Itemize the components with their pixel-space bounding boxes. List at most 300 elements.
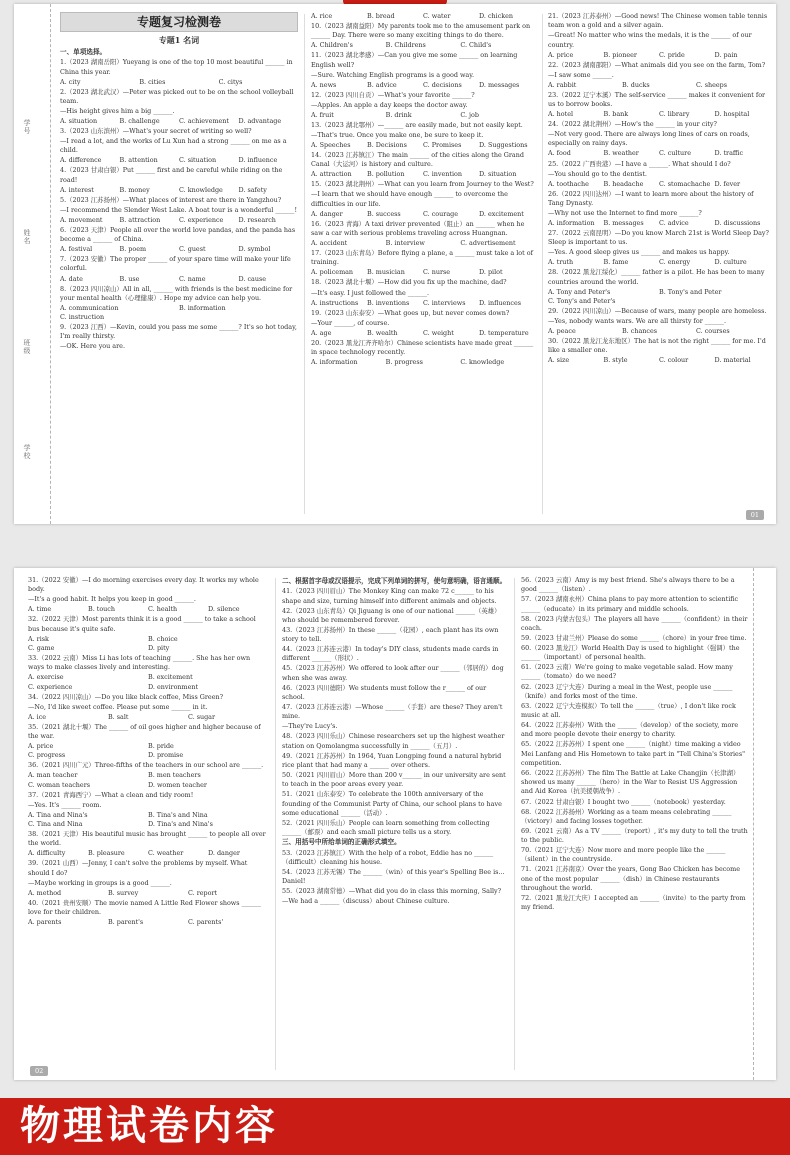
banner-text: 物理试卷内容	[20, 1103, 278, 1149]
answer-option: D. temperature	[479, 328, 529, 337]
question-text: 24.（2022 湖北荆州）—How's the ______ in your city?	[548, 120, 717, 129]
question-text: 28.（2022 黑龙江绥化）______ father is a pilot. He has been to many countries around the world.	[548, 268, 765, 286]
answer-option: B. musician	[367, 268, 405, 277]
question-item	[521, 595, 749, 614]
question-text: 70.（2021 辽宁大连）Now more and more people like the ______（silent）in the countryside.	[521, 846, 726, 864]
answer-option: A. movement	[60, 215, 103, 224]
question-reply-text: —Great! No matter who wins the medals, it is the ______ of our country.	[548, 31, 752, 49]
question-text: 59.（2023 甘肃兰州）Please do some ______（chore）in your free time.	[521, 633, 747, 642]
answer-option: D. influence	[238, 156, 278, 165]
answer-options	[311, 358, 535, 367]
question-item	[60, 226, 298, 255]
question-text: 17.（2023 山东青岛）Before flying a plane, a ______ must take a lot of training.	[311, 249, 533, 267]
question-text: 38.（2021 天津）His beautiful music has brought ______ to people all over the world.	[28, 830, 266, 848]
answer-options	[60, 245, 298, 254]
question-item	[311, 249, 535, 278]
binding-margin	[14, 4, 51, 524]
question-item	[60, 127, 298, 166]
margin-label-student-no: 学号	[23, 119, 31, 135]
answer-option: C. health	[148, 605, 178, 614]
binding-margin-right	[753, 568, 776, 1080]
question-text: 43.（2023 江苏扬州）In these ______（花园）, each plant has its own story to tell.	[282, 625, 499, 644]
answer-option: C. instruction	[60, 313, 105, 322]
answer-option: A. festival	[60, 245, 93, 254]
answer-option: C. game	[28, 643, 55, 652]
answer-options	[311, 210, 535, 219]
answer-option: A. peace	[548, 327, 576, 336]
question-text: 60.（2023 黑龙江）World Health Day is used to highlight（强调）the ______（important）of personal health.	[521, 643, 740, 662]
answer-option: A. age	[311, 328, 332, 337]
answer-option: D. traffic	[714, 149, 744, 158]
question-item	[311, 278, 535, 307]
question-item	[282, 684, 508, 703]
answer-option: B. choice	[148, 634, 178, 643]
answer-options	[548, 219, 770, 228]
question-text: 36.（2021 四川广元）Three-fifths of the teachers in our school are ______.	[28, 761, 264, 770]
answer-option: C. sheeps	[695, 80, 728, 89]
question-item	[282, 819, 508, 838]
answer-option: B. interview	[385, 239, 425, 248]
answer-option: B. touch	[88, 605, 115, 614]
question-item	[282, 887, 508, 906]
answer-options	[60, 304, 298, 323]
column-divider	[304, 14, 305, 514]
answer-option: C. culture	[659, 149, 691, 158]
answer-option: C. progress	[28, 751, 66, 760]
question-text: 37.（2021 青海西宁）—What a clean and tidy room!	[28, 790, 194, 799]
answer-options	[311, 170, 535, 179]
question-list	[311, 12, 535, 367]
question-item	[282, 626, 508, 645]
question-text: 19.（2023 山东泰安）—What goes up, but never comes down?	[311, 308, 510, 317]
answer-option: C. courses	[695, 327, 730, 336]
section-2-title: 二、根据首字母或汉语提示，完成下列单词的拼写，使句意明确，语言通顺。	[282, 577, 507, 585]
question-item	[548, 307, 770, 336]
question-text: 27.（2022 云南昆明）—Do you know March 21st is World Sleep Day? Sleep is important to us.	[548, 229, 769, 247]
column-divider	[275, 578, 276, 1070]
question-text: 47.（2023 江苏连云港）—Whose ______（手套）are these? They aren't mine.	[282, 703, 503, 721]
question-item	[548, 91, 770, 120]
question-item	[311, 91, 535, 120]
question-item	[311, 309, 535, 338]
question-item	[521, 702, 749, 721]
answer-option: C. guest	[179, 245, 206, 254]
answer-option: A. instructions	[311, 298, 359, 307]
answer-options	[60, 156, 298, 165]
answer-option: B. inventions	[367, 298, 410, 307]
answer-option: D. messages	[479, 80, 520, 89]
answer-options	[311, 239, 535, 248]
answer-options	[60, 275, 298, 284]
question-item	[282, 849, 508, 868]
question-text: 12.（2023 四川自贡）—What's your favorite ______?	[311, 90, 475, 99]
margin-label-name: 姓名	[23, 229, 31, 245]
question-text: 72.（2021 黑龙江大庆）I accepted an ______（invite）to the party from my friend.	[521, 894, 746, 912]
answer-option: D. pity	[148, 643, 170, 652]
question-item	[548, 160, 770, 189]
answer-option: D. Suggestions	[479, 141, 528, 150]
answer-option: D. pain	[714, 50, 738, 59]
question-text: 52.（2021 四川乐山）People can learn something from collecting ______（邮票）and each small picture tells us a story.	[282, 818, 490, 837]
answer-option: C. pride	[659, 50, 685, 59]
question-text: 22.（2023 湖南邵阳）—What animals did you see on the farm, Tom?	[548, 60, 766, 69]
answer-option: D. danger	[208, 849, 240, 858]
question-item	[311, 220, 535, 249]
answer-option: B. use	[119, 274, 140, 283]
answer-option: A. city	[60, 77, 81, 86]
answer-option: D. symbol	[238, 245, 271, 254]
answer-options	[548, 180, 770, 189]
answer-option: D. Tina's and Nina's	[148, 820, 213, 828]
answer-options	[548, 149, 770, 158]
answer-option: B. challenge	[119, 116, 160, 125]
question-item	[28, 899, 268, 928]
answer-option: A. risk	[28, 634, 49, 643]
question-text: 41.（2023 四川眉山）The Monkey King can make 72 c______ to his shape and size, turning himself into different animals and objects.	[282, 587, 497, 605]
question-text: 44.（2023 江苏连云港）In today's DIY class, students made cards in different ______（形状）.	[282, 645, 499, 663]
question-reply-text: —Sure. Watching English programs is a good way.	[311, 70, 475, 79]
question-item	[60, 323, 298, 352]
margin-label-class: 班级	[23, 339, 31, 355]
answer-option: B. attention	[119, 156, 158, 165]
answer-option: D. excitement	[479, 209, 524, 218]
answer-option: A. method	[28, 888, 62, 897]
question-item	[28, 791, 268, 830]
answer-options	[28, 713, 268, 722]
question-item	[28, 693, 268, 722]
question-text: 69.（2021 云南）As a TV ______（report）, it's my duty to tell the truth to the public.	[521, 826, 748, 845]
question-item	[60, 58, 298, 87]
answer-option: B. Tony's and Peter	[659, 287, 722, 296]
answer-option: A. Tina and Nina's	[28, 810, 88, 819]
answer-option: A. situation	[60, 116, 98, 125]
answer-option: A. size	[548, 356, 570, 365]
question-reply-text: —I read a lot, and the works of Lu Xun had a strong ______ on me as a child.	[60, 137, 287, 155]
section-1-title: 一、单项选择。	[60, 48, 107, 56]
question-item	[521, 798, 749, 807]
question-reply-text: —It's a good habit. It helps you keep in good ______.	[28, 595, 196, 604]
question-item	[521, 576, 749, 595]
answer-options	[548, 258, 770, 267]
question-item	[282, 790, 508, 818]
answer-options	[28, 742, 268, 761]
question-text: 34.（2022 四川凉山）—Do you like black coffee, Miss Green?	[28, 692, 224, 701]
answer-option: B. drink	[385, 110, 412, 119]
answer-options	[28, 889, 268, 898]
answer-option: A. danger	[311, 209, 343, 218]
question-text: 16.（2023 青海）A taxi driver prevented（阻止）an ______ when he saw a car with serious problems traveling across Huangnan.	[311, 219, 525, 238]
question-reply-text: —I recommend the Slender West Lake. A boat tour is a wonderful ______!	[60, 205, 298, 214]
question-text: 71.（2021 江苏南京）Over the years, Gong Bao Chicken has become one of the most popular ______（dish）in Chinese restaurants throughout the world.	[521, 865, 741, 892]
question-text: 18.（2023 湖北十堰）—How did you fix up the machine, dad?	[311, 278, 507, 287]
question-item	[548, 61, 770, 90]
question-item	[60, 196, 298, 225]
question-item	[282, 587, 508, 606]
answer-option: C. nurse	[423, 268, 451, 277]
question-text: 51.（2021 山东泰安）To celebrate the 100th anniversary of the founding of the Communist Party of China, our school plans to have some educational ______（活动）.	[282, 790, 502, 817]
column-divider	[514, 578, 515, 1070]
answer-option: A. Children's	[311, 41, 353, 50]
question-item	[548, 337, 770, 366]
question-text: 42.（2023 山东青岛）Qi Jiguang is one of our national ______（英雄）who should be remembered forever.	[282, 606, 501, 624]
question-reply-text: —His height gives him a big ______.	[60, 106, 175, 115]
question-text: 67.（2022 甘肃白银）I bought two ______（notebook）yesterday.	[521, 797, 726, 806]
answer-option: A. rabbit	[548, 80, 577, 89]
answer-option: D. women teacher	[148, 780, 207, 789]
question-text: 7.（2023 安徽）The proper ______ of your spare time will make your life colorful.	[60, 255, 291, 273]
question-text: 33.（2022 云南）Miss Li has lots of teaching ______. She has her own ways to make classes lively and interesting.	[28, 653, 251, 672]
question-item	[311, 180, 535, 219]
question-text: 5.（2023 江苏扬州）—What places of interest are there in Yangzhou?	[60, 195, 282, 204]
question-item	[548, 120, 770, 159]
question-list	[282, 587, 508, 906]
question-reply-text: —Yes, nobody wants wars. We are all thirsty for ______.	[548, 317, 727, 326]
answer-option: A. price	[28, 742, 54, 751]
question-text: 14.（2023 江苏镇江）The main ______ of the cities along the Grand Canal（大运河）is history and culture.	[311, 151, 524, 169]
question-item	[521, 894, 749, 913]
answer-options	[311, 268, 535, 277]
answer-option: C. weight	[423, 328, 454, 337]
answer-option: A. price	[548, 50, 574, 59]
question-reply-text: —I saw some ______.	[548, 70, 614, 79]
answer-option: A. toothache	[548, 179, 589, 188]
answer-option: C. achievement	[179, 116, 229, 125]
question-text: 32.（2022 天津）Most parents think it is a good ______ to take a school bus because it's quite safe.	[28, 615, 256, 633]
question-item	[521, 644, 749, 663]
answer-option: B. Tina's and Nina	[148, 810, 208, 819]
answer-option: C. advertisement	[460, 239, 516, 248]
answer-option: D. material	[714, 356, 751, 365]
answer-option: B. fame	[603, 258, 629, 267]
answer-option: C. citys	[218, 77, 243, 86]
answer-option: A. information	[548, 219, 595, 227]
question-text: 15.（2023 湖北荆州）—What can you learn from Journey to the West?	[311, 180, 534, 189]
answer-option: A. hotel	[548, 110, 574, 119]
question-item	[60, 166, 298, 195]
question-text: 66.（2022 江苏苏州）The film The Battle at Lake Changjin（长津湖）showed us many ______（hero）in the War to Resist US Aggression and Aid Korea（抗美援朝战争）.	[521, 768, 740, 796]
question-text: 3.（2023 山东滨州）—What's your secret of writing so well?	[60, 126, 252, 135]
answer-option: C. interviews	[423, 298, 466, 307]
question-reply-text: —Yes. It's ______ room.	[28, 800, 102, 809]
question-reply-text: —Why not use the Internet to find more ______?	[548, 208, 702, 217]
answer-options	[548, 51, 770, 60]
answer-option: A. truth	[548, 258, 574, 267]
question-item	[521, 740, 749, 768]
answer-option: C. name	[179, 274, 206, 283]
question-item	[28, 615, 268, 653]
question-item	[548, 190, 770, 229]
question-text: 35.（2021 湖北十堰）The ______ of oil goes higher and higher because of the war.	[28, 722, 261, 740]
question-reply-text: —You should go to the dentist.	[548, 169, 647, 178]
answer-option: A. fruit	[311, 110, 334, 119]
answer-options	[311, 299, 535, 308]
question-text: 10.（2023 湖南益阳）My parents took me to the amusement park on ______ Day. There were so many exciting things to do there.	[311, 22, 531, 40]
question-item	[521, 663, 749, 682]
answer-option: B. Decisions	[367, 141, 407, 150]
answer-option: B. Childrens	[385, 41, 426, 50]
question-text: 29.（2022 四川凉山）—Because of wars, many people are homeless.	[548, 307, 767, 316]
question-text: 50.（2021 四川眉山）More than 200 v______ in our university are sent to teach in the poor areas every year.	[282, 770, 506, 789]
answer-option: C. situation	[179, 156, 217, 165]
exam-page-2	[14, 568, 776, 1080]
sheet-subtitle: 专题1 名词	[158, 35, 200, 45]
answer-option: D. situation	[479, 170, 517, 179]
question-text: 56.（2023 云南）Amy is my best friend. She's always there to be a good ______（listen）.	[521, 576, 735, 594]
question-text: 23.（2022 辽宁本溪）The self-service ______ makes it convenient for us to borrow books.	[548, 90, 766, 109]
question-item	[521, 865, 749, 893]
answer-option: B. pleasure	[88, 849, 125, 858]
answer-option: B. parent's	[107, 918, 144, 927]
question-item	[282, 607, 508, 626]
sheet-title: 专题复习检测卷	[60, 12, 298, 32]
question-reply-text: —Maybe working in groups is a good ______.	[28, 878, 172, 887]
question-text: 4.（2023 甘肃白银）Put ______ first and be careful while riding on the road!	[60, 166, 283, 184]
question-text: 21.（2023 江苏泰州）—Good news! The Chinese women table tennis team won a gold and a silver again.	[548, 12, 768, 30]
question-item	[282, 645, 508, 664]
question-reply-text: —Yes. A good sleep gives us ______ and makes us happy.	[548, 248, 730, 257]
page-number: 01	[746, 510, 764, 520]
answer-option: B. poem	[119, 245, 147, 254]
question-text: 11.（2023 湖北孝感）—Can you give me some ______ on learning English well?	[311, 51, 518, 69]
question-text: 1.（2023 湖南岳阳）Yueyang is one of the top 10 most beautiful ______ in China this year.	[60, 58, 293, 76]
question-reply-text: —Not very good. There are always long lines of cars on roads, especially on rainy days.	[548, 130, 750, 148]
margin-label-school: 学校	[23, 444, 31, 460]
question-item	[28, 761, 268, 790]
question-text: 2.（2023 湖北武汉）—Peter was picked out to be on the school volleyball team.	[60, 87, 294, 105]
answer-options	[60, 117, 298, 126]
answer-options	[60, 216, 298, 225]
answer-option: C. invention	[423, 170, 462, 179]
answer-option: B. attraction	[119, 215, 161, 224]
answer-options	[311, 41, 535, 50]
answer-option: D. silence	[208, 605, 240, 614]
answer-option: C. weather	[148, 849, 184, 858]
question-text: 39.（2021 山西）—Jenny, I can't solve the problems by myself. What should I do?	[28, 859, 248, 877]
answer-option: B. messages	[603, 219, 644, 227]
column-3	[548, 12, 770, 367]
answer-option: C. experience	[179, 215, 224, 224]
answer-options	[548, 356, 770, 365]
question-text: 9.（2023 江西）—Kevin, could you pass me some ______? It's so hot today, I'm really thirsty.	[60, 323, 297, 341]
answer-option: C. advice	[659, 219, 689, 227]
question-item	[282, 771, 508, 790]
question-item	[521, 808, 749, 827]
answer-option: C. Tony's and Peter's	[548, 296, 616, 305]
answer-option: C. stomachache	[659, 179, 711, 188]
answer-option: D. hospital	[714, 110, 750, 119]
answer-options	[28, 635, 268, 654]
question-item	[60, 285, 298, 323]
question-item	[28, 576, 268, 615]
question-list	[521, 576, 749, 913]
question-text: 26.（2022 四川达州）—I want to learn more about the history of Tang Dynasty.	[548, 189, 754, 207]
question-reply-text: —That's true. Once you make one, be sure to keep it.	[311, 130, 484, 139]
question-item	[28, 723, 268, 761]
column-6	[521, 576, 749, 913]
question-reply-text: —They're Lucy's.	[282, 722, 338, 731]
answer-option: D. cause	[238, 274, 267, 283]
answer-options	[311, 111, 535, 120]
answer-option: A. difference	[60, 156, 102, 165]
answer-option: A. date	[60, 274, 83, 283]
question-text: 20.（2023 黑龙江齐齐哈尔）Chinese scientists have made great ______ in space technology recently.	[311, 338, 534, 357]
question-text: 45.（2023 江苏苏州）We offered to look after our ______（邻居的）dog when she was away.	[282, 664, 504, 682]
answer-options	[28, 605, 268, 614]
answer-option: B. ducks	[621, 80, 650, 89]
question-item	[282, 732, 508, 751]
bottom-banner	[0, 1098, 790, 1155]
answer-option: C. woman teachers	[28, 780, 91, 789]
answer-options	[28, 811, 268, 830]
answer-options	[28, 673, 268, 692]
answer-option: C. water	[423, 12, 451, 20]
answer-option: B. pride	[148, 742, 174, 751]
question-item	[28, 859, 268, 898]
question-item	[282, 868, 508, 887]
question-text: 25.（2022 广西贵港）—I have a ______. What should I do?	[548, 159, 731, 168]
question-text: 54.（2023 江苏无锡）The ______（win）of this year's Spelling Bee is... Daniel!	[282, 867, 505, 886]
question-text: 6.（2023 天津）People all over the world love pandas, and the panda has become a ______ of China.	[60, 225, 296, 244]
answer-option: B. men teachers	[148, 771, 201, 780]
answer-option: A. time	[28, 605, 52, 614]
answer-option: B. pioneer	[603, 50, 637, 59]
answer-option: C. colour	[659, 356, 689, 365]
answer-options	[60, 78, 298, 87]
question-text: 8.（2023 四川凉山）All in all, ______ with friends is the best medicine for your mental health（心理健康）. Hope my advice can help you.	[60, 284, 293, 302]
question-item	[311, 121, 535, 150]
answer-options	[548, 81, 770, 90]
question-item	[282, 752, 508, 771]
question-reply-text: —OK. Here you are.	[60, 342, 125, 351]
question-reply-text: —Apples. An apple a day keeps the doctor away.	[311, 100, 468, 109]
answer-option: C. job	[460, 110, 479, 119]
question-reply-text: —We had a ______（discuss）about Chinese culture.	[282, 897, 450, 906]
column-5	[282, 576, 508, 907]
answer-option: B. advice	[367, 80, 397, 89]
question-item	[521, 615, 749, 634]
answer-option: B. progress	[385, 358, 423, 367]
question-item	[60, 255, 298, 284]
question-reply-text: —I learn that we should have enough ______ to overcome the difficulties in our life.	[311, 190, 508, 208]
answer-option: B. chances	[621, 327, 658, 336]
question-text: 46.（2023 四川德阳）We students must follow the r______ of our school.	[282, 683, 487, 701]
question-reply-text: —It's easy. I just followed the ______.	[311, 288, 430, 297]
answer-options	[28, 918, 268, 927]
answer-option: A. interest	[60, 185, 94, 194]
answer-option: A. information	[311, 358, 358, 367]
column-1	[60, 12, 298, 352]
question-item	[548, 268, 770, 306]
question-item	[28, 830, 268, 859]
answer-option: B. weather	[603, 149, 639, 158]
answer-option: A. Tony and Peter's	[548, 287, 611, 296]
question-text: 30.（2022 黑龙江龙东地区）The hat is not the right ______ for me. I'd like a smaller one.	[548, 337, 766, 355]
question-list	[60, 58, 298, 351]
answer-option: B. success	[367, 209, 401, 218]
question-text: 49.（2021 江苏苏州）In 1964, Yuan Longping found a natural hybrid rice plant that had many a ______ over others.	[282, 751, 502, 769]
answer-options	[311, 12, 535, 21]
answer-option: A. food	[548, 149, 571, 158]
question-item	[311, 22, 535, 51]
question-text: 65.（2022 江苏苏州）I spent one ______（night）time making a video Mei Lanfang and His Hometown to take part in "Tell China's Stories" competition.	[521, 740, 746, 767]
answer-option: D. safety	[238, 185, 267, 194]
question-text: 55.（2023 湖南常德）—What did you do in class this morning, Sally?	[282, 887, 502, 896]
exam-page-1	[14, 4, 776, 524]
column-4	[28, 576, 268, 928]
question-list	[548, 12, 770, 366]
answer-option: B. money	[119, 185, 150, 194]
question-item	[311, 51, 535, 90]
